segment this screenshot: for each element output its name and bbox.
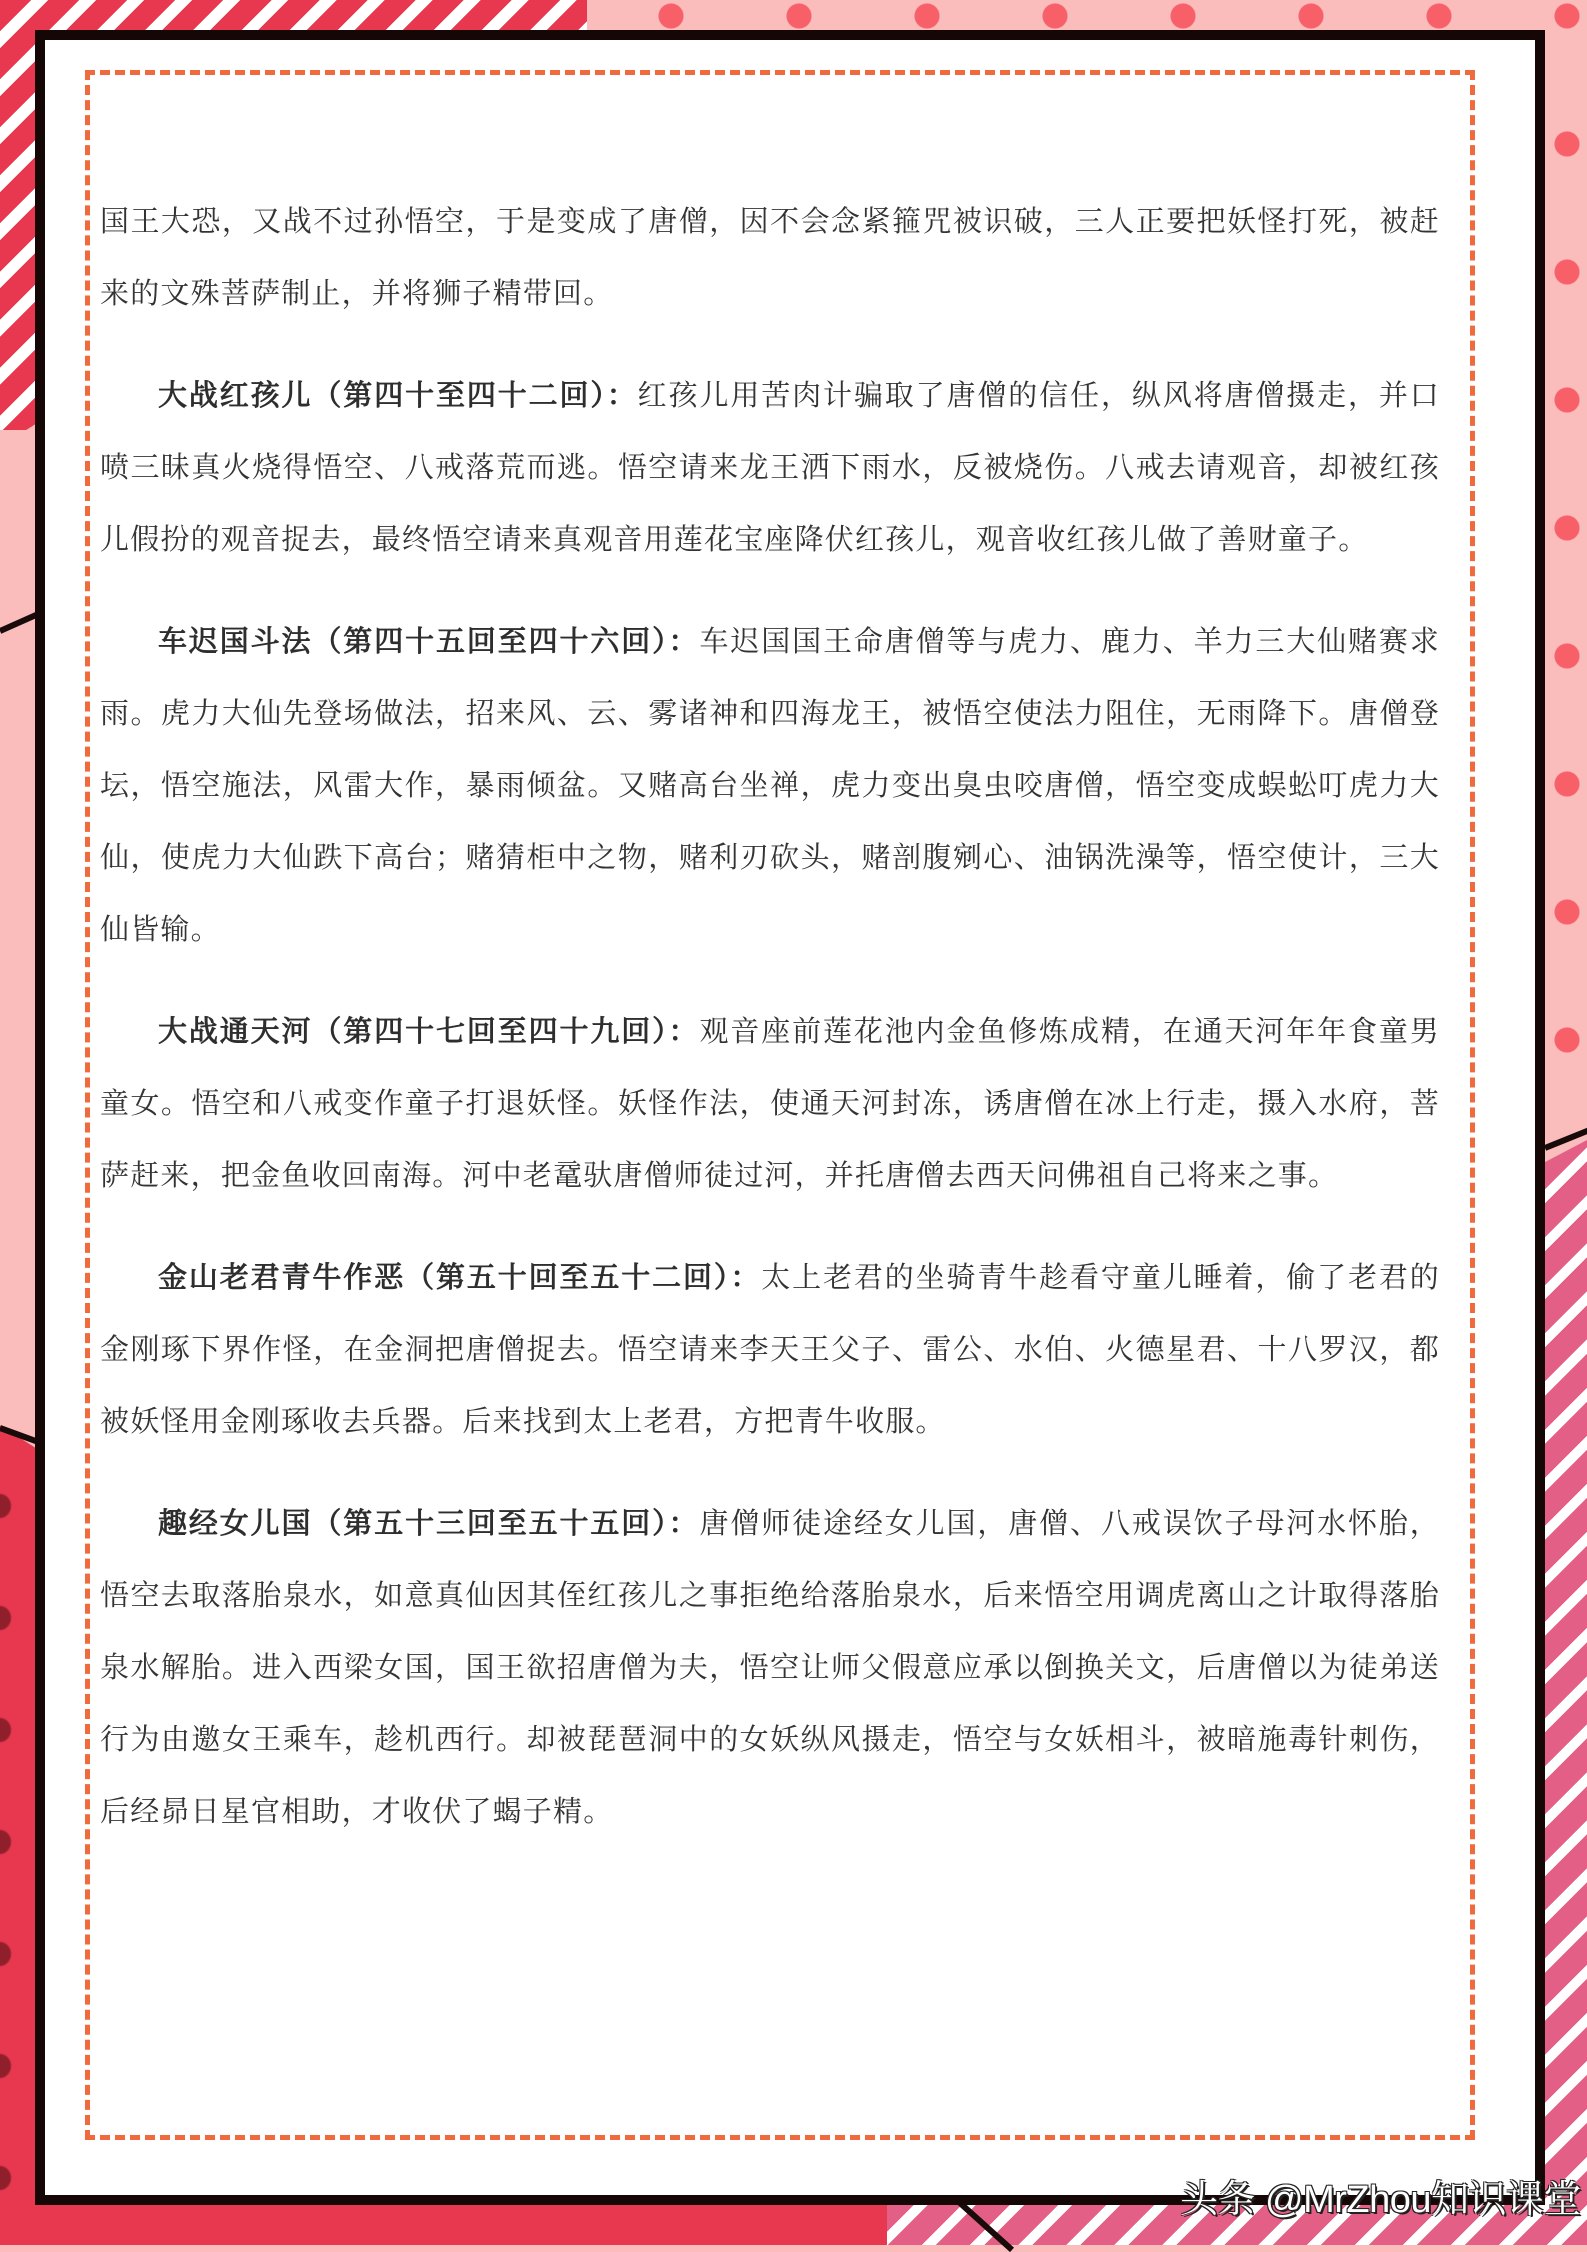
paragraph-text: 国王大恐，又战不过孙悟空，于是变成了唐僧，因不会念紧箍咒被识破，三人正要把妖怪打死，被赶来的文殊菩萨制止，并将狮子精带回。 <box>100 204 1440 310</box>
paragraph-text: 太上老君的坐骑青牛趁看守童儿睡着，偷了老君的金刚琢下界作怪，在金洞把唐僧捉去。悟空请来李天王父子、雷公、水伯、火德星君、十八罗汉，都被妖怪用金刚琢收去兵器。后来找到太上老君，方把青牛收服。 <box>100 1260 1440 1438</box>
paragraph-green-ox <box>100 1241 1440 1457</box>
paragraph-text: 车迟国国王命唐僧等与虎力、鹿力、羊力三大仙赌赛求雨。虎力大仙先登场做法，招来风、云、雾诸神和四海龙王，被悟空使法力阻住，无雨降下。唐僧登坛，悟空施法，风雷大作，暴雨倾盆。又赌高台坐禅，虎力变出臭虫咬唐僧，悟空变成蜈蚣叮虎力大仙，使虎力大仙跌下高台；赌猜柜中之物，赌利刃砍头，赌剖腹剜心、油锅洗澡等，悟空使计，三大仙皆输。 <box>100 624 1440 946</box>
paragraph-womens-kingdom <box>100 1487 1440 1847</box>
paragraph-chechi-kingdom <box>100 605 1440 965</box>
article-body <box>100 185 1440 1877</box>
paragraph-continuation <box>100 185 1440 329</box>
paragraph-heading: 金山老君青牛作恶（第五十回至五十二回）： <box>158 1260 762 1294</box>
paragraph-text: 观音座前莲花池内金鱼修炼成精，在通天河年年食童男童女。悟空和八戒变作童子打退妖怪。妖怪作法，使通天河封冻，诱唐僧在冰上行走，摄入水府，菩萨赶来，把金鱼收回南海。河中老鼋驮唐僧师徒过河，并托唐僧去西天问佛祖自己将来之事。 <box>100 1014 1440 1192</box>
paragraph-heading: 大战通天河（第四十七回至四十九回）： <box>158 1014 700 1048</box>
watermark: 头条 @MrZhou知识课堂 <box>1179 2179 1581 2221</box>
paragraph-text: 红孩儿用苦肉计骗取了唐僧的信任，纵风将唐僧摄走，并口喷三昧真火烧得悟空、八戒落荒而逃。悟空请来龙王洒下雨水，反被烧伤。八戒去请观音，却被红孩儿假扮的观音捉去，最终悟空请来真观音用莲花宝座降伏红孩儿，观音收红孩儿做了善财童子。 <box>100 378 1441 556</box>
paragraph-tongtian-river <box>100 995 1440 1211</box>
paragraph-red-boy <box>100 359 1440 575</box>
paragraph-text: 唐僧师徒途经女儿国，唐僧、八戒误饮子母河水怀胎，悟空去取落胎泉水，如意真仙因其侄红孩儿之事拒绝给落胎泉水，后来悟空用调虎离山之计取得落胎泉水解胎。进入西梁女国，国王欲招唐僧为夫，悟空让师父假意应承以倒换关文，后唐僧以为徒弟送行为由邀女王乘车，趁机西行。却被琵琶洞中的女妖纵风摄走，悟空与女妖相斗，被暗施毒针刺伤，后经昴日星官相助，才收伏了蝎子精。 <box>100 1506 1440 1828</box>
paragraph-heading: 趣经女儿国（第五十三回至五十五回）： <box>158 1506 700 1540</box>
paragraph-heading: 大战红孩儿（第四十至四十二回）： <box>158 378 638 412</box>
paragraph-heading: 车迟国斗法（第四十五回至四十六回）： <box>158 624 700 658</box>
